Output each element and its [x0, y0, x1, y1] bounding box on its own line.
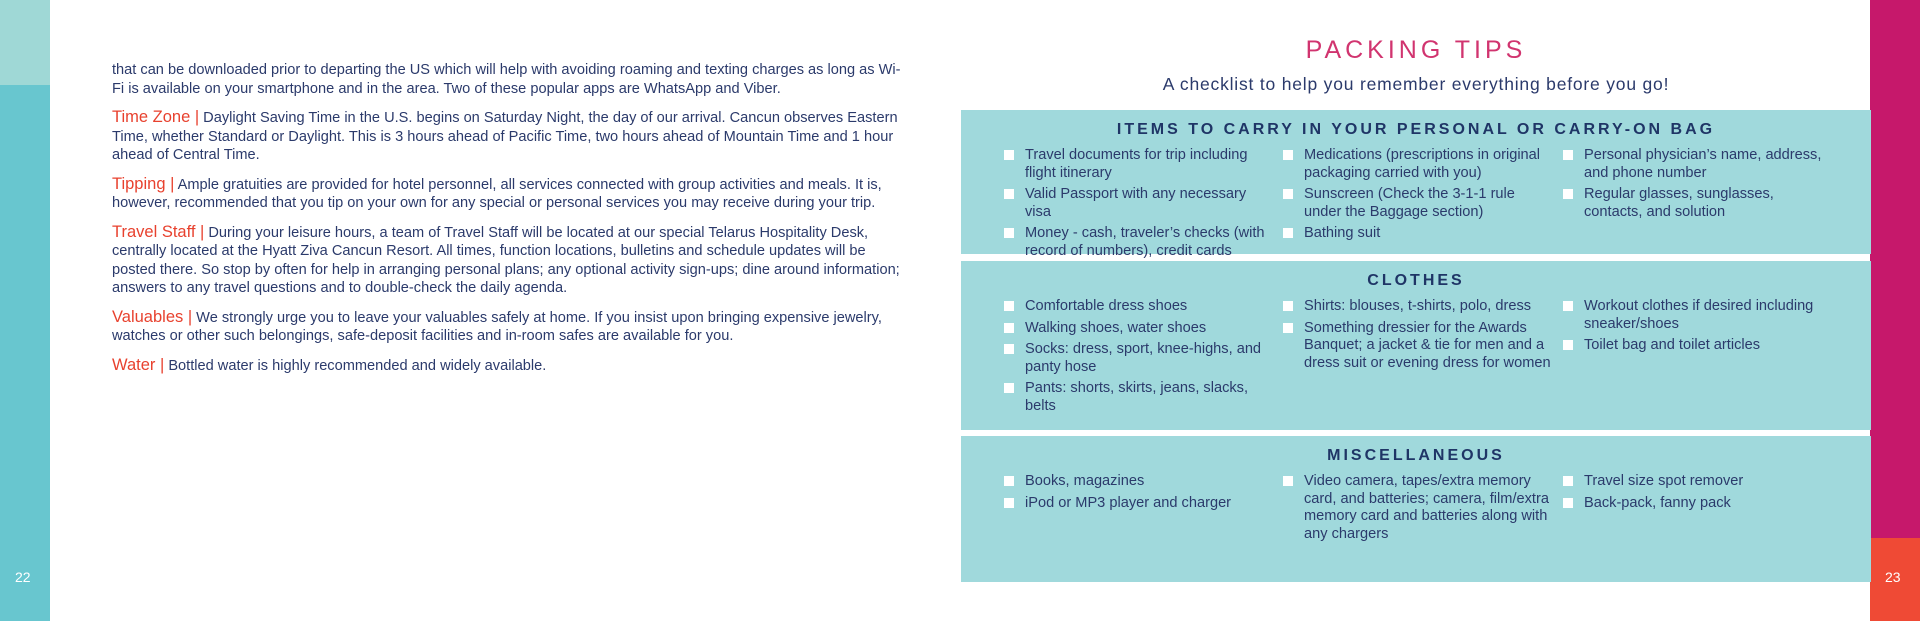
paragraph-text: Ample gratuities are provided for hotel personnel, all services connected with group activities and meals. It is, however, recommended that you tip on your own for any special or personal services you may receive during your trip.	[112, 176, 882, 211]
paragraph-apps	[112, 60, 902, 98]
miscellaneous-section	[961, 436, 1871, 582]
item-label: Walking shoes, water shoes	[1025, 319, 1207, 336]
carry-on-section	[961, 110, 1871, 259]
page-number-left: 22	[15, 569, 31, 585]
checklist-item	[1283, 186, 1553, 221]
item-label: Toilet bag and toilet articles	[1584, 337, 1761, 353]
checkbox[interactable]	[1283, 476, 1293, 486]
checkbox[interactable]	[1283, 323, 1293, 333]
item-label: Medications (prescriptions in original packaging carried with you)	[1304, 147, 1541, 181]
checkbox[interactable]	[1563, 301, 1573, 311]
item-label: Workout clothes if desired including sneaker/shoes	[1584, 298, 1814, 332]
checkbox[interactable]	[1004, 189, 1014, 199]
checkbox[interactable]	[1563, 189, 1573, 199]
checkbox[interactable]	[1004, 498, 1014, 508]
checklist-column	[1283, 473, 1553, 547]
checklist-item	[1004, 473, 1274, 491]
item-label: Money - cash, traveler’s checks (with record of numbers), credit cards	[1025, 225, 1265, 259]
left-accent-bar-top	[0, 0, 50, 85]
term-label: Tipping |	[112, 174, 175, 193]
checklist-item	[1004, 225, 1274, 260]
packing-tips-title: PACKING TIPS	[1305, 36, 1527, 64]
right-accent-bar	[1870, 0, 1920, 538]
checkbox[interactable]	[1004, 301, 1014, 311]
checklist-item	[1004, 341, 1274, 376]
checklist-column	[1004, 298, 1274, 419]
section-title: CLOTHES	[1367, 272, 1465, 289]
item-label: Sunscreen (Check the 3-1-1 rule under the Baggage section)	[1304, 186, 1515, 220]
checklist-column	[1563, 147, 1833, 225]
checkbox[interactable]	[1004, 344, 1014, 354]
item-label: Travel documents for trip including flight itinerary	[1025, 147, 1248, 181]
checkbox[interactable]	[1004, 323, 1014, 333]
checkbox[interactable]	[1004, 383, 1014, 393]
checklist-column	[1004, 473, 1274, 516]
checklist-column	[1283, 147, 1553, 247]
paragraph-text: Bottled water is highly recommended and widely available.	[164, 357, 547, 374]
section-title: MISCELLANEOUS	[1327, 447, 1505, 464]
checkbox[interactable]	[1563, 498, 1573, 508]
paragraph-time-zone	[112, 108, 902, 165]
term-label: Water |	[112, 355, 165, 374]
page-number-right: 23	[1885, 569, 1901, 585]
section-title: ITEMS TO CARRY IN YOUR PERSONAL OR CARRY-ON BAG	[1116, 121, 1716, 138]
packing-tips-subtitle: A checklist to help you remember everything before you go!	[1162, 74, 1670, 94]
term-label: Valuables |	[112, 307, 193, 326]
checkbox[interactable]	[1283, 228, 1293, 238]
left-accent-bar	[0, 85, 50, 621]
item-label: Bathing suit	[1304, 225, 1381, 241]
clothes-section	[961, 261, 1871, 430]
item-label: Pants: shorts, skirts, jeans, slacks, belts	[1025, 380, 1249, 414]
checklist-item	[1563, 473, 1833, 491]
paragraph-text: We strongly urge you to leave your valuables safely at home. If you insist upon bringing expensive jewelry, watches or other such belongings, safe-deposit facilities and in-room safes are available for you.	[112, 309, 882, 344]
term-label: Travel Staff |	[112, 222, 205, 241]
left-page-text	[112, 60, 902, 385]
term-label: Time Zone |	[112, 108, 200, 126]
checkbox[interactable]	[1283, 301, 1293, 311]
checklist-item	[1283, 298, 1553, 316]
checkbox[interactable]	[1563, 476, 1573, 486]
checkbox[interactable]	[1004, 476, 1014, 486]
checkbox[interactable]	[1004, 228, 1014, 238]
checklist-item	[1004, 147, 1274, 182]
item-label: iPod or MP3 player and charger	[1025, 494, 1232, 511]
paragraph-tipping	[112, 175, 902, 213]
item-label: Travel size spot remover	[1584, 473, 1744, 489]
paragraph-text: Daylight Saving Time in the U.S. begins on Saturday Night, the day of our arrival. Cancun observes Eastern Time, whether Standard or Daylight. This is 3 hours ahead of Pacific Time, two hours ahead of Mountain Time and 1 hour ahead of Central Time.	[112, 110, 898, 163]
checklist-item	[1004, 320, 1274, 338]
paragraph-text: During your leisure hours, a team of Travel Staff will be located at our special Telarus Hospitality Desk, centrally located at the Hyatt Ziva Cancun Resort. All times, function locations, bulletins and schedule updates will be posted there. So stop by often for help in arranging personal plans; any optional activity sign-ups; dine around information; answers to any travel questions and to double-check the daily agenda.	[112, 224, 900, 296]
item-label: Books, magazines	[1025, 473, 1145, 489]
checkbox[interactable]	[1283, 150, 1293, 160]
checkbox[interactable]	[1283, 189, 1293, 199]
checkbox[interactable]	[1563, 150, 1573, 160]
paragraph-valuables	[112, 308, 902, 346]
checklist-item	[1283, 320, 1553, 373]
item-label: Video camera, tapes/extra memory card, and batteries; camera, film/extra memory card and batteries along with any chargers	[1304, 473, 1549, 542]
item-label: Socks: dress, sport, knee-highs, and panty hose	[1025, 341, 1262, 375]
checklist-item	[1563, 337, 1833, 355]
item-label: Regular glasses, sunglasses, contacts, and solution	[1584, 186, 1774, 220]
checklist-column	[1283, 298, 1553, 376]
checklist-item	[1283, 147, 1553, 182]
paragraph-text: that can be downloaded prior to departing the US which will help with avoiding roaming and texting charges as long as Wi-Fi is available on your smartphone and in the area. Two of these popular apps are WhatsApp and Viber.	[112, 62, 901, 97]
item-label: Something dressier for the Awards Banquet; a jacket & tie for men and a dress suit or evening dress for women	[1304, 319, 1551, 371]
item-label: Back-pack, fanny pack	[1584, 494, 1731, 511]
item-label: Comfortable dress shoes	[1025, 298, 1188, 314]
paragraph-travel-staff	[112, 223, 902, 298]
item-label: Shirts: blouses, t-shirts, polo, dress	[1304, 298, 1532, 314]
checklist-column	[1563, 473, 1833, 516]
checklist-item	[1004, 186, 1274, 221]
checkbox[interactable]	[1004, 150, 1014, 160]
checklist-item	[1563, 147, 1833, 182]
checklist-item	[1004, 380, 1274, 415]
checklist-item	[1563, 495, 1833, 513]
checklist-column	[1563, 298, 1833, 359]
checklist-item	[1283, 473, 1553, 543]
checklist-item	[1563, 186, 1833, 221]
item-label: Personal physician’s name, address, and phone number	[1584, 147, 1822, 181]
checklist-item	[1004, 298, 1274, 316]
item-label: Valid Passport with any necessary visa	[1025, 186, 1247, 220]
checklist-column	[1004, 147, 1274, 264]
checklist-item	[1563, 298, 1833, 333]
checklist-item	[1283, 225, 1553, 243]
paragraph-water	[112, 356, 902, 376]
checklist-item	[1004, 495, 1274, 513]
checkbox[interactable]	[1563, 340, 1573, 350]
